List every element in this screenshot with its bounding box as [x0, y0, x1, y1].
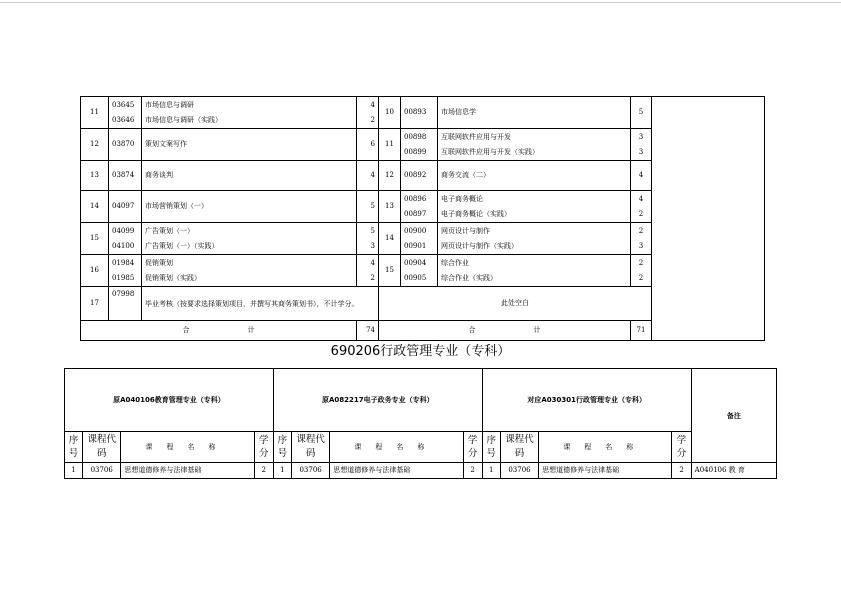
left-course-code-line: 01985 — [112, 273, 135, 282]
left-credit — [357, 255, 379, 287]
right-course-name — [438, 97, 631, 129]
left-seq-no: 14 — [81, 191, 109, 223]
left-course-code-line: 04100 — [112, 241, 135, 250]
right-course-code-line: 00892 — [404, 171, 427, 179]
right-course-name-line: 网页设计与制作 — [441, 226, 490, 235]
right-credit-line: 2 — [638, 226, 644, 235]
left-course-name-line: 商务谈判 — [145, 171, 173, 179]
right-course-code — [401, 255, 438, 287]
seq-no: 1 — [273, 463, 291, 479]
right-course-name-line: 互联网软件应用与开发（实践） — [441, 147, 539, 156]
right-credit-line: 2 — [638, 273, 644, 282]
left-course-name-line: 广告策划（一）（实践） — [145, 241, 219, 250]
header-credit: 学分 — [463, 432, 482, 463]
total-label-b: 计 — [533, 326, 541, 334]
left-seq-no: 13 — [81, 161, 109, 191]
right-course-code — [401, 161, 438, 191]
header-course-name: 课程名称 — [121, 432, 254, 463]
total-label-a: 合 — [468, 326, 476, 334]
right-seq-no: 15 — [379, 255, 401, 287]
course-name: 思想道德修养与法律基础 — [121, 463, 254, 479]
credit: 2 — [463, 463, 482, 479]
major-mapping-table — [64, 368, 777, 479]
table-row — [81, 97, 765, 129]
header-course-name: 课程名称 — [330, 432, 463, 463]
right-course-code-line: 00896 — [404, 194, 427, 203]
header-credit: 学分 — [672, 432, 691, 463]
left-course-code — [109, 191, 142, 223]
right-credit-line: 3 — [638, 241, 644, 250]
header-course-code: 课程代码 — [291, 432, 329, 463]
right-course-code-line: 00901 — [404, 241, 427, 250]
right-course-name-line: 网页设计与制作（实践） — [441, 241, 518, 250]
left-course-name-line: 市场信息与调研（实践） — [145, 115, 222, 124]
left-credit — [357, 129, 379, 161]
left-course-code-line: 01984 — [112, 258, 135, 267]
right-course-name-line: 市场信息学 — [441, 108, 476, 116]
header-seq-no: 序号 — [273, 432, 291, 463]
left-course-code — [109, 161, 142, 191]
left-course-name — [142, 255, 357, 287]
left-credit-line: 4 — [370, 258, 375, 267]
header-seq-no: 序号 — [65, 432, 83, 463]
right-credit-line: 3 — [638, 147, 644, 156]
right-course-name — [438, 129, 631, 161]
left-course-name-line: 促销策划（实践） — [145, 273, 201, 282]
right-course-code-line: 00904 — [404, 258, 427, 267]
course-code: 03706 — [83, 463, 121, 479]
credit: 2 — [254, 463, 273, 479]
seq-no: 1 — [65, 463, 83, 479]
header-course-code: 课程代码 — [500, 432, 538, 463]
header-old-e-government: 原A082217电子政务专业（专科） — [273, 369, 482, 432]
left-seq-no: 17 — [81, 287, 109, 321]
left-seq-no: 16 — [81, 255, 109, 287]
right-course-code — [401, 97, 438, 129]
left-course-name — [142, 97, 357, 129]
left-course-code-line: 03646 — [112, 115, 135, 124]
right-course-name — [438, 161, 631, 191]
right-credit-line: 3 — [638, 132, 644, 141]
right-course-name-line: 商务交流（二） — [441, 171, 490, 179]
total-label-a: 合 — [182, 326, 190, 334]
right-course-code — [401, 191, 438, 223]
course-code: 03706 — [500, 463, 538, 479]
right-credit-line: 2 — [638, 209, 644, 218]
left-course-code-line: 04099 — [112, 226, 135, 235]
right-credit-line: 4 — [638, 171, 644, 179]
right-credit — [631, 129, 652, 161]
left-credit — [357, 97, 379, 129]
left-course-code — [109, 97, 142, 129]
left-course-name-line: 策划文案写作 — [145, 140, 187, 148]
header-seq-no: 序号 — [482, 432, 500, 463]
left-course-code-line: 03874 — [112, 171, 135, 179]
left-course-name — [142, 161, 357, 191]
left-course-name-line: 市场信息与调研 — [145, 100, 194, 109]
left-course-code-line: 03645 — [112, 100, 135, 109]
left-course-code — [109, 223, 142, 255]
right-course-name-line: 综合作业（实践） — [441, 273, 497, 282]
right-course-name — [438, 255, 631, 287]
left-credit-line: 3 — [370, 241, 375, 250]
course-code: 03706 — [291, 463, 329, 479]
graduation-assessment-text: 毕业考核（按要求选择策划项目，并撰写其商务策划书），不计学分。 — [142, 287, 379, 321]
right-course-code-line: 00893 — [404, 108, 427, 116]
right-course-name — [438, 223, 631, 255]
right-course-code-line: 00900 — [404, 226, 427, 235]
course-name: 思想道德修养与法律基础 — [539, 463, 672, 479]
right-course-name-line: 综合作业 — [441, 258, 469, 267]
right-course-name-line: 互联网软件应用与开发 — [441, 132, 511, 141]
left-course-name — [142, 129, 357, 161]
left-seq-no: 15 — [81, 223, 109, 255]
left-course-name — [142, 191, 357, 223]
right-seq-no: 10 — [379, 97, 401, 129]
left-credit-line: 2 — [370, 273, 375, 282]
left-total-credits: 74 — [357, 321, 379, 341]
right-course-code — [401, 223, 438, 255]
right-credit — [631, 161, 652, 191]
left-credit-line: 5 — [370, 226, 375, 235]
right-course-code-line: 00905 — [404, 273, 427, 282]
left-course-code — [109, 255, 142, 287]
header-remarks: 备注 — [691, 369, 776, 463]
header-course-name: 课程名称 — [539, 432, 672, 463]
right-credit — [631, 97, 652, 129]
right-seq-no: 11 — [379, 129, 401, 161]
header-credit: 学分 — [254, 432, 273, 463]
left-seq-no: 11 — [81, 97, 109, 129]
right-course-code-line: 00899 — [404, 147, 427, 156]
header-course-code: 课程代码 — [83, 432, 121, 463]
header-old-education-management: 原A040106教育管理专业（专科） — [65, 369, 274, 432]
right-seq-no: 12 — [379, 161, 401, 191]
left-course-name-line: 促销策划 — [145, 258, 173, 267]
left-credit — [357, 161, 379, 191]
left-credit — [357, 191, 379, 223]
total-label — [81, 321, 357, 341]
right-course-name-line: 电子商务概论（实践） — [441, 209, 511, 218]
total-label-b: 计 — [247, 326, 255, 334]
left-course-code: 07998 — [109, 287, 142, 321]
right-credit — [631, 191, 652, 223]
right-seq-no: 13 — [379, 191, 401, 223]
left-seq-no: 12 — [81, 129, 109, 161]
blank-note: 此处空白 — [379, 287, 652, 321]
left-credit-line: 5 — [370, 202, 375, 210]
right-total-credits: 71 — [631, 321, 652, 341]
courses-table — [80, 96, 765, 341]
right-credit-line: 2 — [638, 258, 644, 267]
right-credit-line: 5 — [638, 108, 644, 116]
empty-right-column — [652, 97, 765, 341]
left-credit-line: 6 — [370, 140, 375, 148]
credit: 2 — [672, 463, 691, 479]
seq-no: 1 — [482, 463, 500, 479]
left-credit-line: 4 — [370, 100, 375, 109]
right-course-code-line: 00897 — [404, 209, 427, 218]
right-course-code — [401, 129, 438, 161]
header-new-administration: 对应A030301行政管理专业（专科） — [482, 369, 691, 432]
right-course-code-line: 00898 — [404, 132, 427, 141]
left-course-code — [109, 129, 142, 161]
left-credit-line: 4 — [370, 171, 375, 179]
left-course-code-line: 04097 — [112, 202, 135, 210]
left-credit — [357, 223, 379, 255]
course-name: 思想道德修养与法律基础 — [330, 463, 463, 479]
section-title: 690206行政管理专业（专科） — [330, 344, 511, 359]
right-credit-line: 4 — [638, 194, 644, 203]
remark: A040106 教 育 — [691, 463, 776, 479]
right-seq-no: 14 — [379, 223, 401, 255]
right-credit — [631, 223, 652, 255]
page-top-rule — [0, 2, 841, 3]
left-course-name-line: 市场营销策划（一） — [145, 202, 208, 210]
left-course-name-line: 广告策划（一） — [145, 226, 194, 235]
right-credit — [631, 255, 652, 287]
right-course-name-line: 电子商务概论 — [441, 194, 483, 203]
left-course-code-line: 03870 — [112, 140, 135, 148]
left-credit-line: 2 — [370, 115, 375, 124]
total-label — [379, 321, 631, 341]
right-course-name — [438, 191, 631, 223]
left-course-name — [142, 223, 357, 255]
